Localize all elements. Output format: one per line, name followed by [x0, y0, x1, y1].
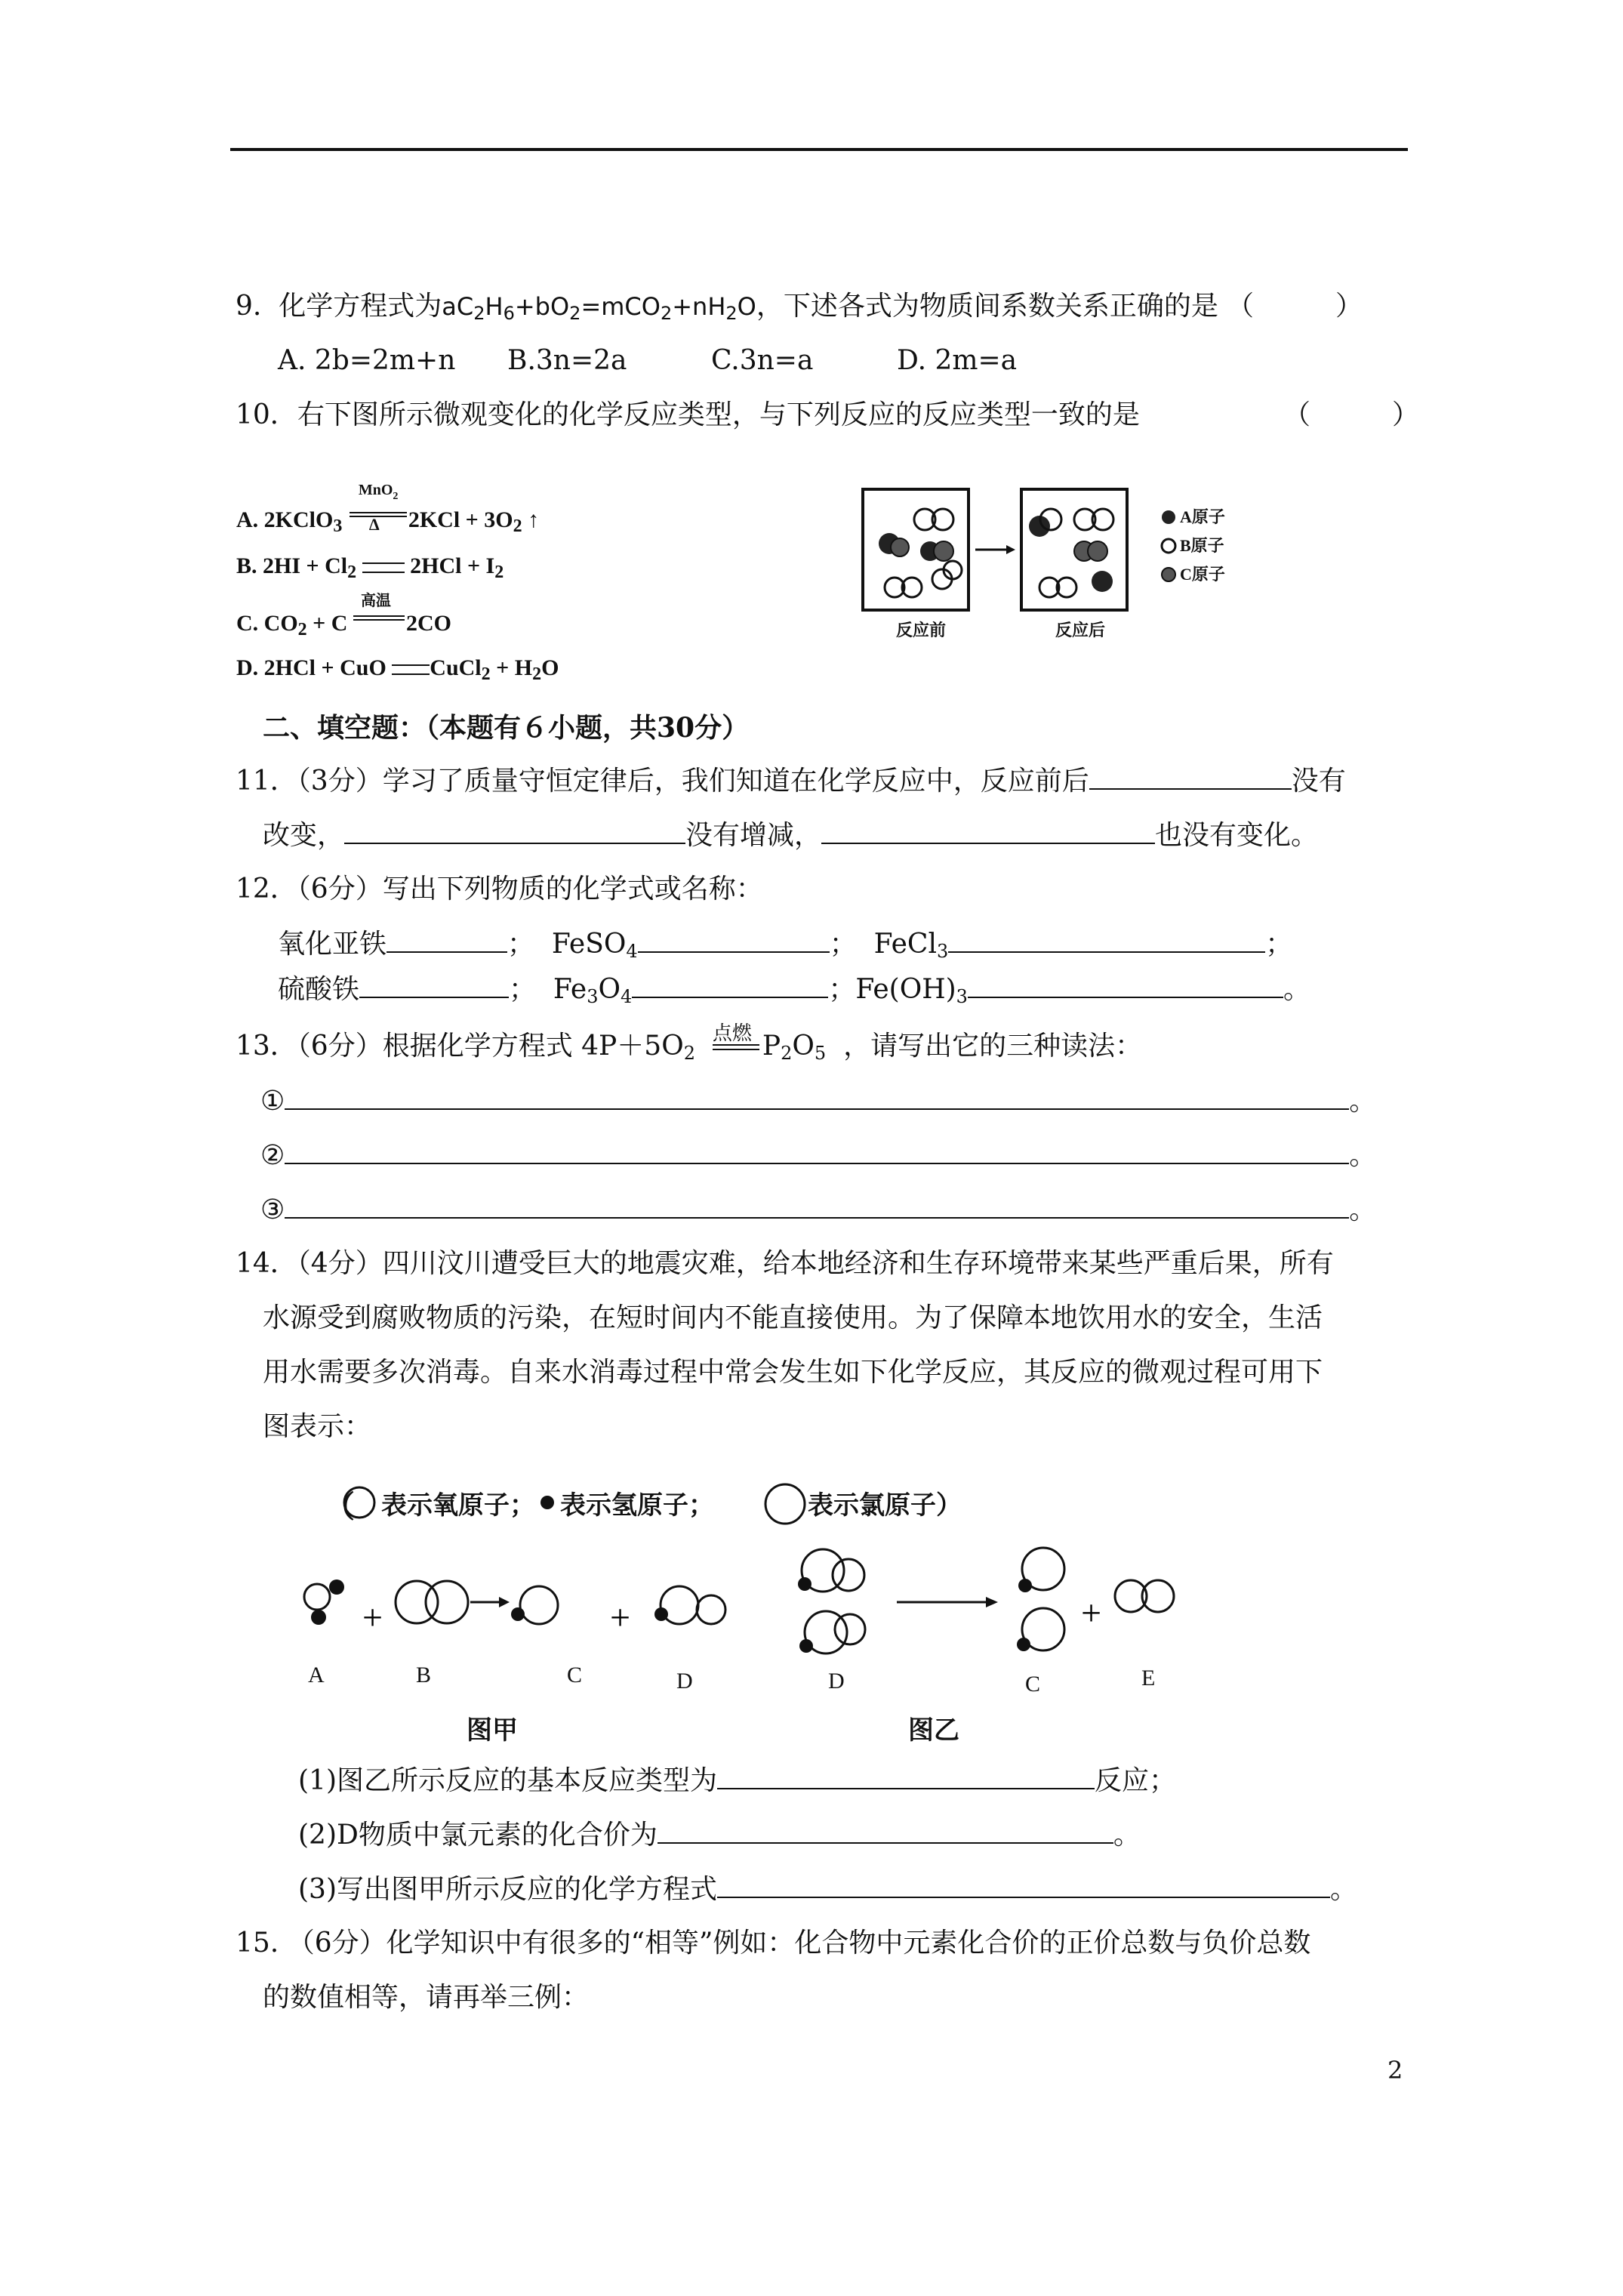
q10-option-b: B. $2HI + Cl_2$ $2HCl + I_2$ [236, 553, 504, 582]
legend-b-atom: B原子 [1180, 536, 1224, 555]
q13-reading-2: ② 。 [260, 1137, 1376, 1174]
q13-stem: 13．（6分）根据化学方程式 $4P+5O_2$ 点燃 $P_2O_5$ ，请写出它的三种读法： [236, 1022, 1143, 1064]
mol-label-b: B [416, 1663, 432, 1687]
legend-a-atom: A原子 [1180, 507, 1225, 526]
q10-stem: 10．右下图所示微观变化的化学反应类型，与下列反应的反应类型一致的是 [236, 399, 1140, 430]
mol-label-c: C [567, 1663, 583, 1687]
q13-reading-1: ① 。 [260, 1083, 1376, 1120]
q12-row1: 氧化亚铁 ； FeSO$_4$ ； FeCl$_3$ ； [278, 926, 1292, 969]
legend-hydrogen: 表示氢原子； [560, 1490, 714, 1521]
svg-text:+: + [362, 1598, 383, 1638]
q10-option-d: D. 2HCl + CuO CuCl$_2$ + $H_2O$ [236, 655, 559, 684]
q14-sub3: (3)写出图甲所示反应的化学方程式 。 [298, 1871, 1357, 1908]
q9-option-d: D. 2m=a [897, 345, 1018, 376]
q14-reaction-diagrams [287, 1533, 1238, 1684]
mol-label-e: E [1141, 1666, 1156, 1690]
q9-option-b: B.3n=2a [507, 345, 627, 376]
q15-line1: 15. （6分）化学知识中有很多的“相等”例如：化合物中元素化合价的正价总数与负价总数 [236, 1928, 1311, 1959]
mol-label-d: D [676, 1669, 693, 1693]
legend-chlorine: 表示氯原子） [808, 1490, 962, 1521]
q12-row2: 硫酸铁 ； $Fe_3O_4$ ；$Fe(OH)_3$ 。 [278, 971, 1310, 1015]
legend-open-paren: （ [325, 1490, 355, 1524]
q12-heading: 12．（6分）写出下列物质的化学式或名称： [236, 874, 763, 905]
svg-text:+: + [1081, 1593, 1102, 1633]
figure-yi-caption: 图乙 [908, 1715, 959, 1746]
q14-line1: 14．（4分）四川汶川遭受巨大的地震灾难，给本地经济和生存环境带来某些严重后果，所有 [236, 1248, 1334, 1279]
q10-answer-paren: （ ） [1283, 399, 1420, 430]
mol-label-a: A [308, 1663, 325, 1687]
mol-label-d2: D [828, 1669, 845, 1693]
section-heading-fill-in: 二、填空题：（本题有６小题，共30分） [263, 712, 750, 744]
page-number: 2 [1387, 2056, 1403, 2085]
after-label: 反应后 [1055, 621, 1106, 639]
q10-option-a: A. 2KClO$_3$ MnO$_2$ Δ $2KCl + 3O_2$ ↑ [236, 482, 540, 536]
figure-jia-caption: 图甲 [467, 1715, 518, 1746]
q14-line4: 图表示： [263, 1411, 372, 1442]
q9-option-c: C.3n=a [711, 345, 814, 376]
q11-line1: 11．（3分）学习了质量守恒定律后，我们知道在化学反应中，反应前后 没有 [236, 763, 1346, 800]
q14-line2: 水源受到腐败物质的污染，在短时间内不能直接使用。为了保障本地饮用水的安全，生活 [263, 1302, 1323, 1333]
svg-text:+: + [610, 1598, 631, 1638]
before-label: 反应前 [896, 621, 947, 639]
header-rule [230, 148, 1408, 151]
q9-stem: 9. 化学方程式为$aC_2H_6+bO_2=mCO_2+nH_2O$，下述各式为物质间系数关系正确的是 [236, 291, 1218, 324]
q9-answer-paren: （ ） [1227, 291, 1363, 322]
q13-reading-3: ③ 。 [260, 1191, 1376, 1228]
mol-label-c2: C [1025, 1672, 1041, 1697]
q14-sub1: (1)图乙所示反应的基本反应类型为 反应； [298, 1762, 1176, 1799]
q9-option-a: A. 2b=2m+n [278, 345, 456, 376]
q11-line2: 改变， 没有增减， 也没有变化。 [263, 817, 1318, 854]
q14-sub2: (2)D物质中氯元素的化合价为 。 [298, 1817, 1141, 1854]
q15-line2: 的数值相等，请再举三例： [263, 1982, 590, 2013]
legend-c-atom: C原子 [1180, 565, 1225, 584]
legend-oxygen: 表示氧原子； [381, 1490, 535, 1521]
q14-line3: 用水需要多次消毒。自来水消毒过程中常会发生如下化学反应，其反应的微观过程可用下 [263, 1357, 1323, 1388]
q10-option-c: C. $CO_2 + C$ 高温 2CO [236, 593, 451, 639]
